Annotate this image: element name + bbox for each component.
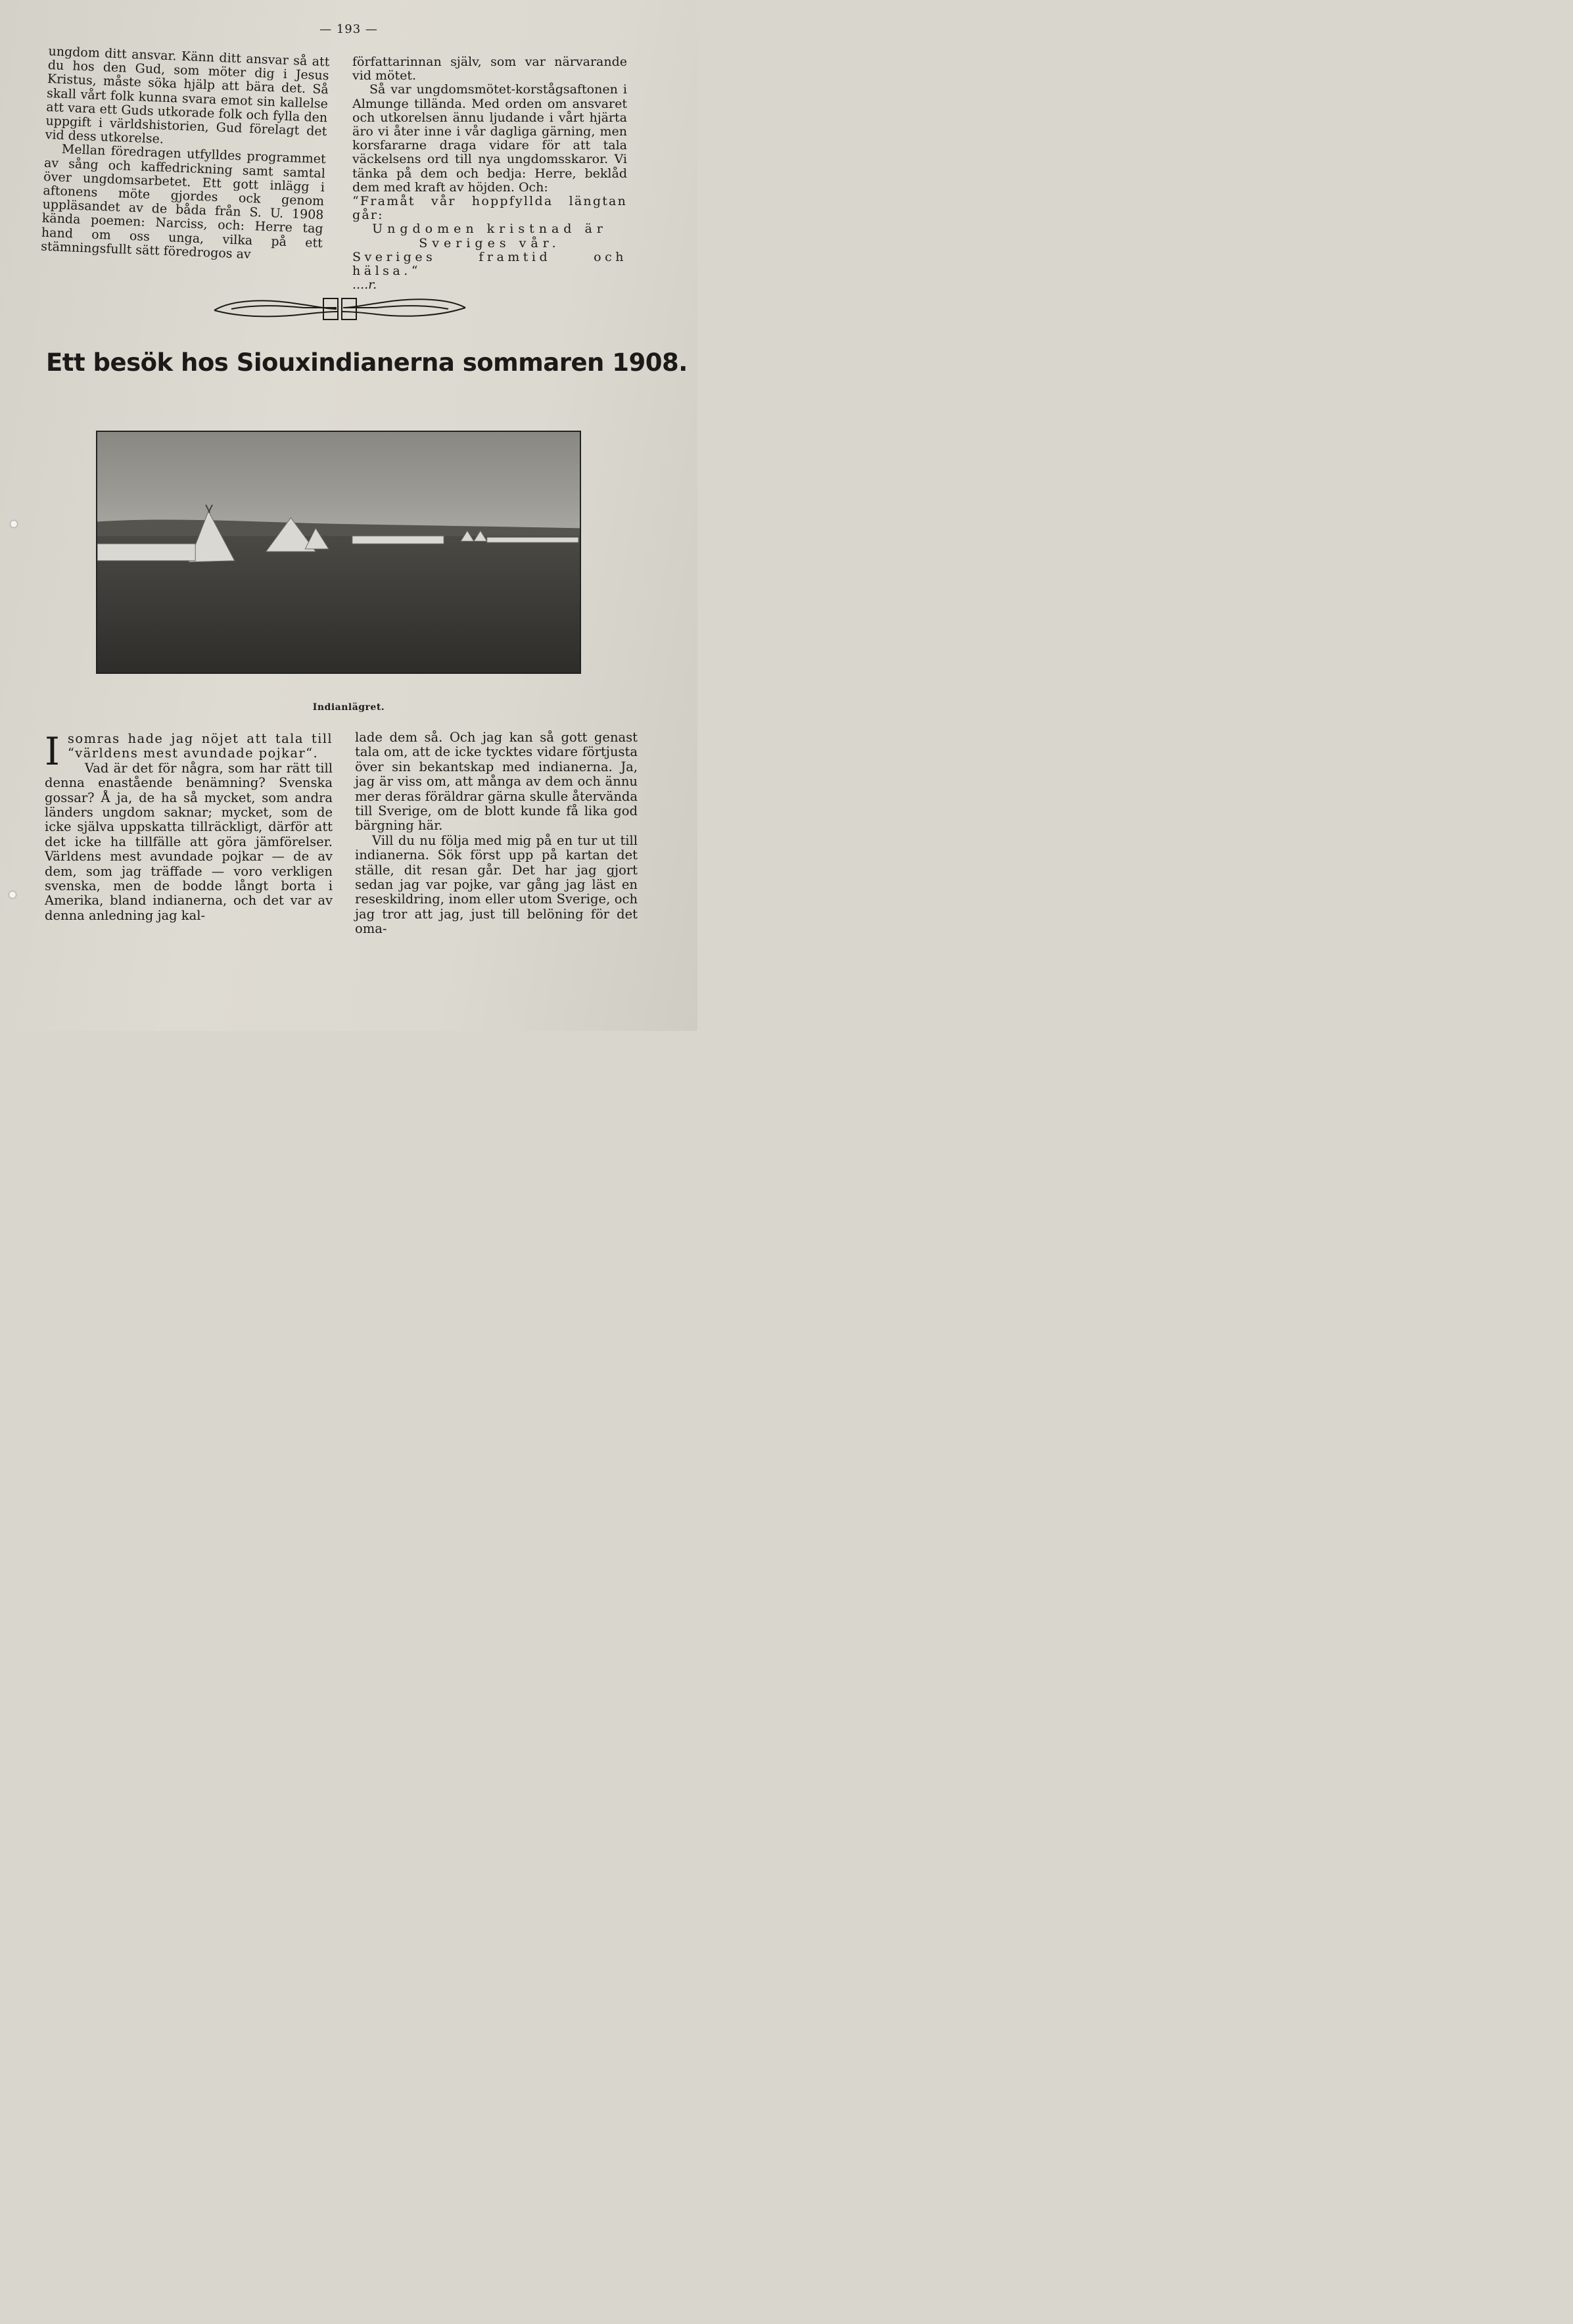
paragraph: somras hade jag nöjet att tala till “världens mest avundade pojkar“. [67,731,333,761]
bottom-left-column [45,729,333,923]
poem-line: Sveriges framtid och hälsa.“ [352,249,627,279]
binding-hole [11,521,17,527]
drop-cap: I [45,729,60,774]
top-right-column [352,55,627,292]
poem-line: “Framåt vår hoppfyllda längtan går: [352,194,627,223]
paragraph: Vill du nu följa med mig på en tur ut till indianerna. Sök först upp på kartan det ställe, dit resan går. Det har jag gjort sedan jag var pojke, var gång jag läst en reseskildring, inom eller utom Sverige, och jag tror att jag, just till belöning för det oma- [355,832,638,937]
decorative-ornament [212,295,468,323]
binding-hole [9,891,16,898]
poem-line: Ungdomen kristnad är Sveriges vår. [372,222,607,250]
signature: ....r. [352,277,377,293]
paragraph: lade dem så. Och jag kan så gott genast tala om, att de icke tycktes vidare förtjusta över sin bekantskap med indianerna. Ja, jag är viss om, att många av dem och ännu mer deras föräldrar gärna skulle återvända till Sverige, om de blott kunde få lika god bärgning här. [355,730,638,834]
paragraph: Vad är det för några, som har rätt till denna enastående benämning? Svenska gossar? Å ja, de ha så mycket, som andra länders ungdom saknar; mycket, som de icke själva uppskatta tillräckligt, därför att det icke ha tillfälle att göra jämförelser. Världens mest avundade pojkar — de av dem, som jag träffade — voro verkligen svenska, men de bodde långt borta i Amerika, bland indianerna, och det var av denna anledning jag kal- [45,760,333,923]
paragraph: författarinnan själv, som var närvarande vid mötet. [352,55,627,83]
photo-caption: Indianlägret. [312,702,385,713]
paragraph: ungdom ditt ansvar. Känn ditt ansvar så att du hos den Gud, som möter dig i Jesus Kristus, måste söka hjälp att bära det. Så skall vårt folk kunna svara emot sin kallelse att vara ett Guds utkorade folk och fylla den uppgift i världshistorien, Gud förelagt det vid dess utkorelse. [45,44,330,147]
magazine-page [0,0,697,1031]
top-left-column [41,45,330,264]
paragraph: Så var ungdomsmötet-korstågsaftonen i Almunge tillända. Med orden om ansvaret och utkorelsen ännu ljudande i vårt hjärta äro vi åter inne i vår dagliga gärning, men korsfararne draga vidare för att tala väckelsens ord till nya ungdomsskaror. Vi tänka på dem och bedja: Herre, beklåd dem med kraft av höjden. Och: [352,82,627,195]
article-title: Ett besök hos Siouxindianerna sommaren 1908. [46,348,688,377]
paragraph: Mellan föredragen utfylldes programmet av sång och kaffedrickning samt samtal över ungdomsarbetet. Ett gott inlägg i aftonens möte gjordes ock genom uppläsandet av de båda från S. U. 1908 kända poemen: Narciss, och: Herre tag hand om oss unga, vilka på ett stämningsfullt sätt föredrogos av [40,142,327,262]
indian-camp-photo [96,431,581,674]
page-number: — 193 — [319,22,378,36]
bottom-right-column [355,730,638,937]
